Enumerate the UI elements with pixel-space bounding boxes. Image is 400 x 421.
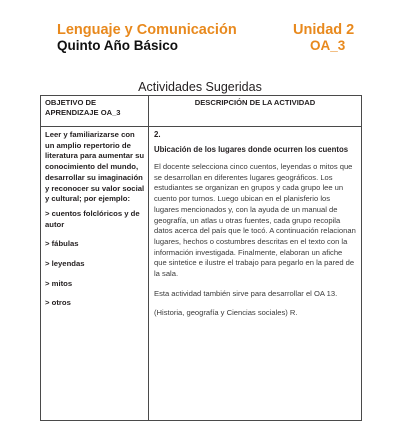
activities-table [40,95,362,421]
activity-paragraph: (Historia, geografía y Ciencias sociales) R. [154,308,298,318]
objective-text: Leer y familiarizarse con un amplio repertorio de literatura para aumentar su conocimiento del mundo, desarrollar su imaginación y reconocer su valor social y cultural; por ejemplo: [45,130,145,204]
unit-label: Unidad 2 [293,22,355,38]
description-column-header: DESCRIPCIÓN DE LA ACTIVIDAD [149,96,362,127]
list-item: > leyendas [45,259,85,269]
list-item: > mitos [45,278,73,288]
objective-column-header: OBJETIVO DE APRENDIZAJE OA_3 [41,96,149,127]
list-item: > otros [45,298,71,308]
objective-cell [41,127,149,421]
activity-paragraph: Esta actividad también sirve para desarrollar el OA 13. [154,288,338,298]
activity-number: 2. [154,130,161,139]
oa-label: OA_3 [310,38,346,53]
list-item: > fábulas [45,239,79,249]
grade-subtitle: Quinto Año Básico [57,38,178,53]
table-header-row [41,96,362,127]
activity-title: Ubicación de los lugares donde ocurren los cuentos [154,145,349,154]
objective-list [45,209,145,309]
description-cell [149,127,362,421]
section-title: Actividades Sugeridas [138,80,262,94]
activity-paragraph: El docente selecciona cinco cuentos, leyendas o mitos que se desarrollan en diferentes lugares geográficos. Los estudiantes se organizan en grupos y cada grupo lee un cuento por turnos. Luego ubican en el planisferio los lugares mencionados y, con la ayuda de un manual de geografía, un atlas u otras fuentes, cada grupo recopila datos acerca del país que le tocó. A continuación relacionan lugares, hechos o costumbres descritas en el texto con la información investigada. Finalmente, elaboran un afiche que sintetice e ilustre el trabajo para pegarlo en la pared de la sala. [154,162,356,279]
subject-title: Lenguaje y Comunicación [57,22,237,38]
list-item: > cuentos folclóricos y de autor [45,208,140,229]
table-row [41,127,362,421]
